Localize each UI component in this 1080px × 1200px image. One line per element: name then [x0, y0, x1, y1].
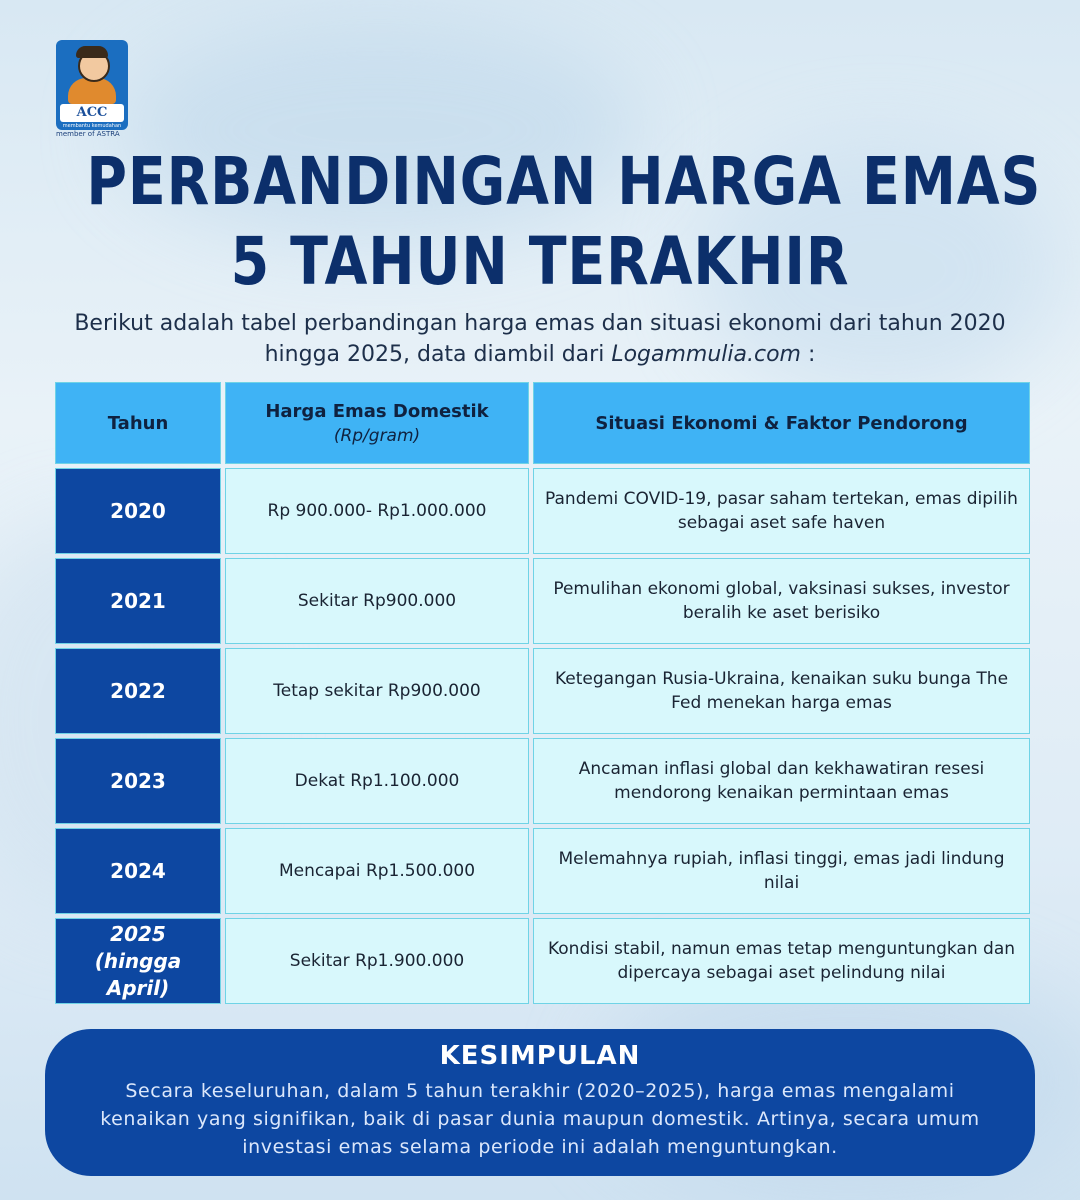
row-situation: Ancaman inflasi global dan kekhawatiran resesi mendorong kenaikan permintaan emas — [533, 738, 1030, 824]
row-price: Dekat Rp1.100.000 — [225, 738, 529, 824]
table-row — [55, 648, 1030, 734]
row-year: 2022 — [55, 648, 221, 734]
row-year: 2020 — [55, 468, 221, 554]
table-row — [55, 828, 1030, 914]
table-header-row — [55, 382, 1030, 464]
row-situation: Ketegangan Rusia-Ukraina, kenaikan suku bunga The Fed menekan harga emas — [533, 648, 1030, 734]
row-price: Sekitar Rp1.900.000 — [225, 918, 529, 1004]
conclusion-body: Secara keseluruhan, dalam 5 tahun terakhir (2020–2025), harga emas mengalami kenaikan yang signifikan, baik di pasar dunia maupun domestik. Artinya, secara umum investasi emas selama periode ini adalah menguntungkan. — [100, 1080, 980, 1158]
row-price: Sekitar Rp900.000 — [225, 558, 529, 644]
header-situation: Situasi Ekonomi & Faktor Pendorong — [533, 382, 1030, 464]
title-line-2: 5 TAHUN TERAKHIR — [230, 223, 850, 300]
intro-text: Berikut adalah tabel perbandingan harga emas dan situasi ekonomi dari tahun 2020 hingga 2025, data diambil dari — [74, 311, 1006, 367]
logo-tagline: membantu kemudahan — [62, 123, 122, 129]
intro-source: Logammulia.com — [611, 342, 801, 367]
row-price: Mencapai Rp1.500.000 — [225, 828, 529, 914]
gold-price-table — [51, 378, 1034, 1008]
header-year: Tahun — [55, 382, 221, 464]
row-year: 2021 — [55, 558, 221, 644]
table-row — [55, 558, 1030, 644]
intro-paragraph — [40, 308, 1040, 370]
row-situation: Pemulihan ekonomi global, vaksinasi sukses, investor beralih ke aset berisiko — [533, 558, 1030, 644]
table-row — [55, 918, 1030, 1004]
row-situation: Pandemi COVID-19, pasar saham tertekan, emas dipilih sebagai aset safe haven — [533, 468, 1030, 554]
title-line-1: PERBANDINGAN HARGA EMAS — [86, 143, 1042, 220]
row-year: 2025 (hingga April) — [55, 918, 221, 1004]
row-price: Tetap sekitar Rp900.000 — [225, 648, 529, 734]
header-price-unit: (Rp/gram) — [333, 425, 421, 446]
table-row — [55, 468, 1030, 554]
row-price: Rp 900.000- Rp1.000.000 — [225, 468, 529, 554]
row-situation: Kondisi stabil, namun emas tetap menguntungkan dan dipercaya sebagai aset pelindung nilai — [533, 918, 1030, 1004]
header-price-label: Harga Emas Domestik — [265, 400, 489, 422]
logo-member-text: member of ASTRA — [56, 130, 120, 138]
conclusion-title: KESIMPULAN — [439, 1041, 641, 1071]
page-title — [86, 142, 1042, 302]
row-year: 2023 — [55, 738, 221, 824]
conclusion-box — [45, 1029, 1035, 1176]
row-situation: Melemahnya rupiah, inflasi tinggi, emas jadi lindung nilai — [533, 828, 1030, 914]
intro-suffix: : — [800, 342, 816, 367]
logo-brand: ACC — [60, 104, 124, 122]
header-price — [225, 382, 529, 464]
row-year: 2024 — [55, 828, 221, 914]
table-row — [55, 738, 1030, 824]
mascot-hair — [76, 46, 108, 58]
acc-logo — [56, 40, 128, 130]
